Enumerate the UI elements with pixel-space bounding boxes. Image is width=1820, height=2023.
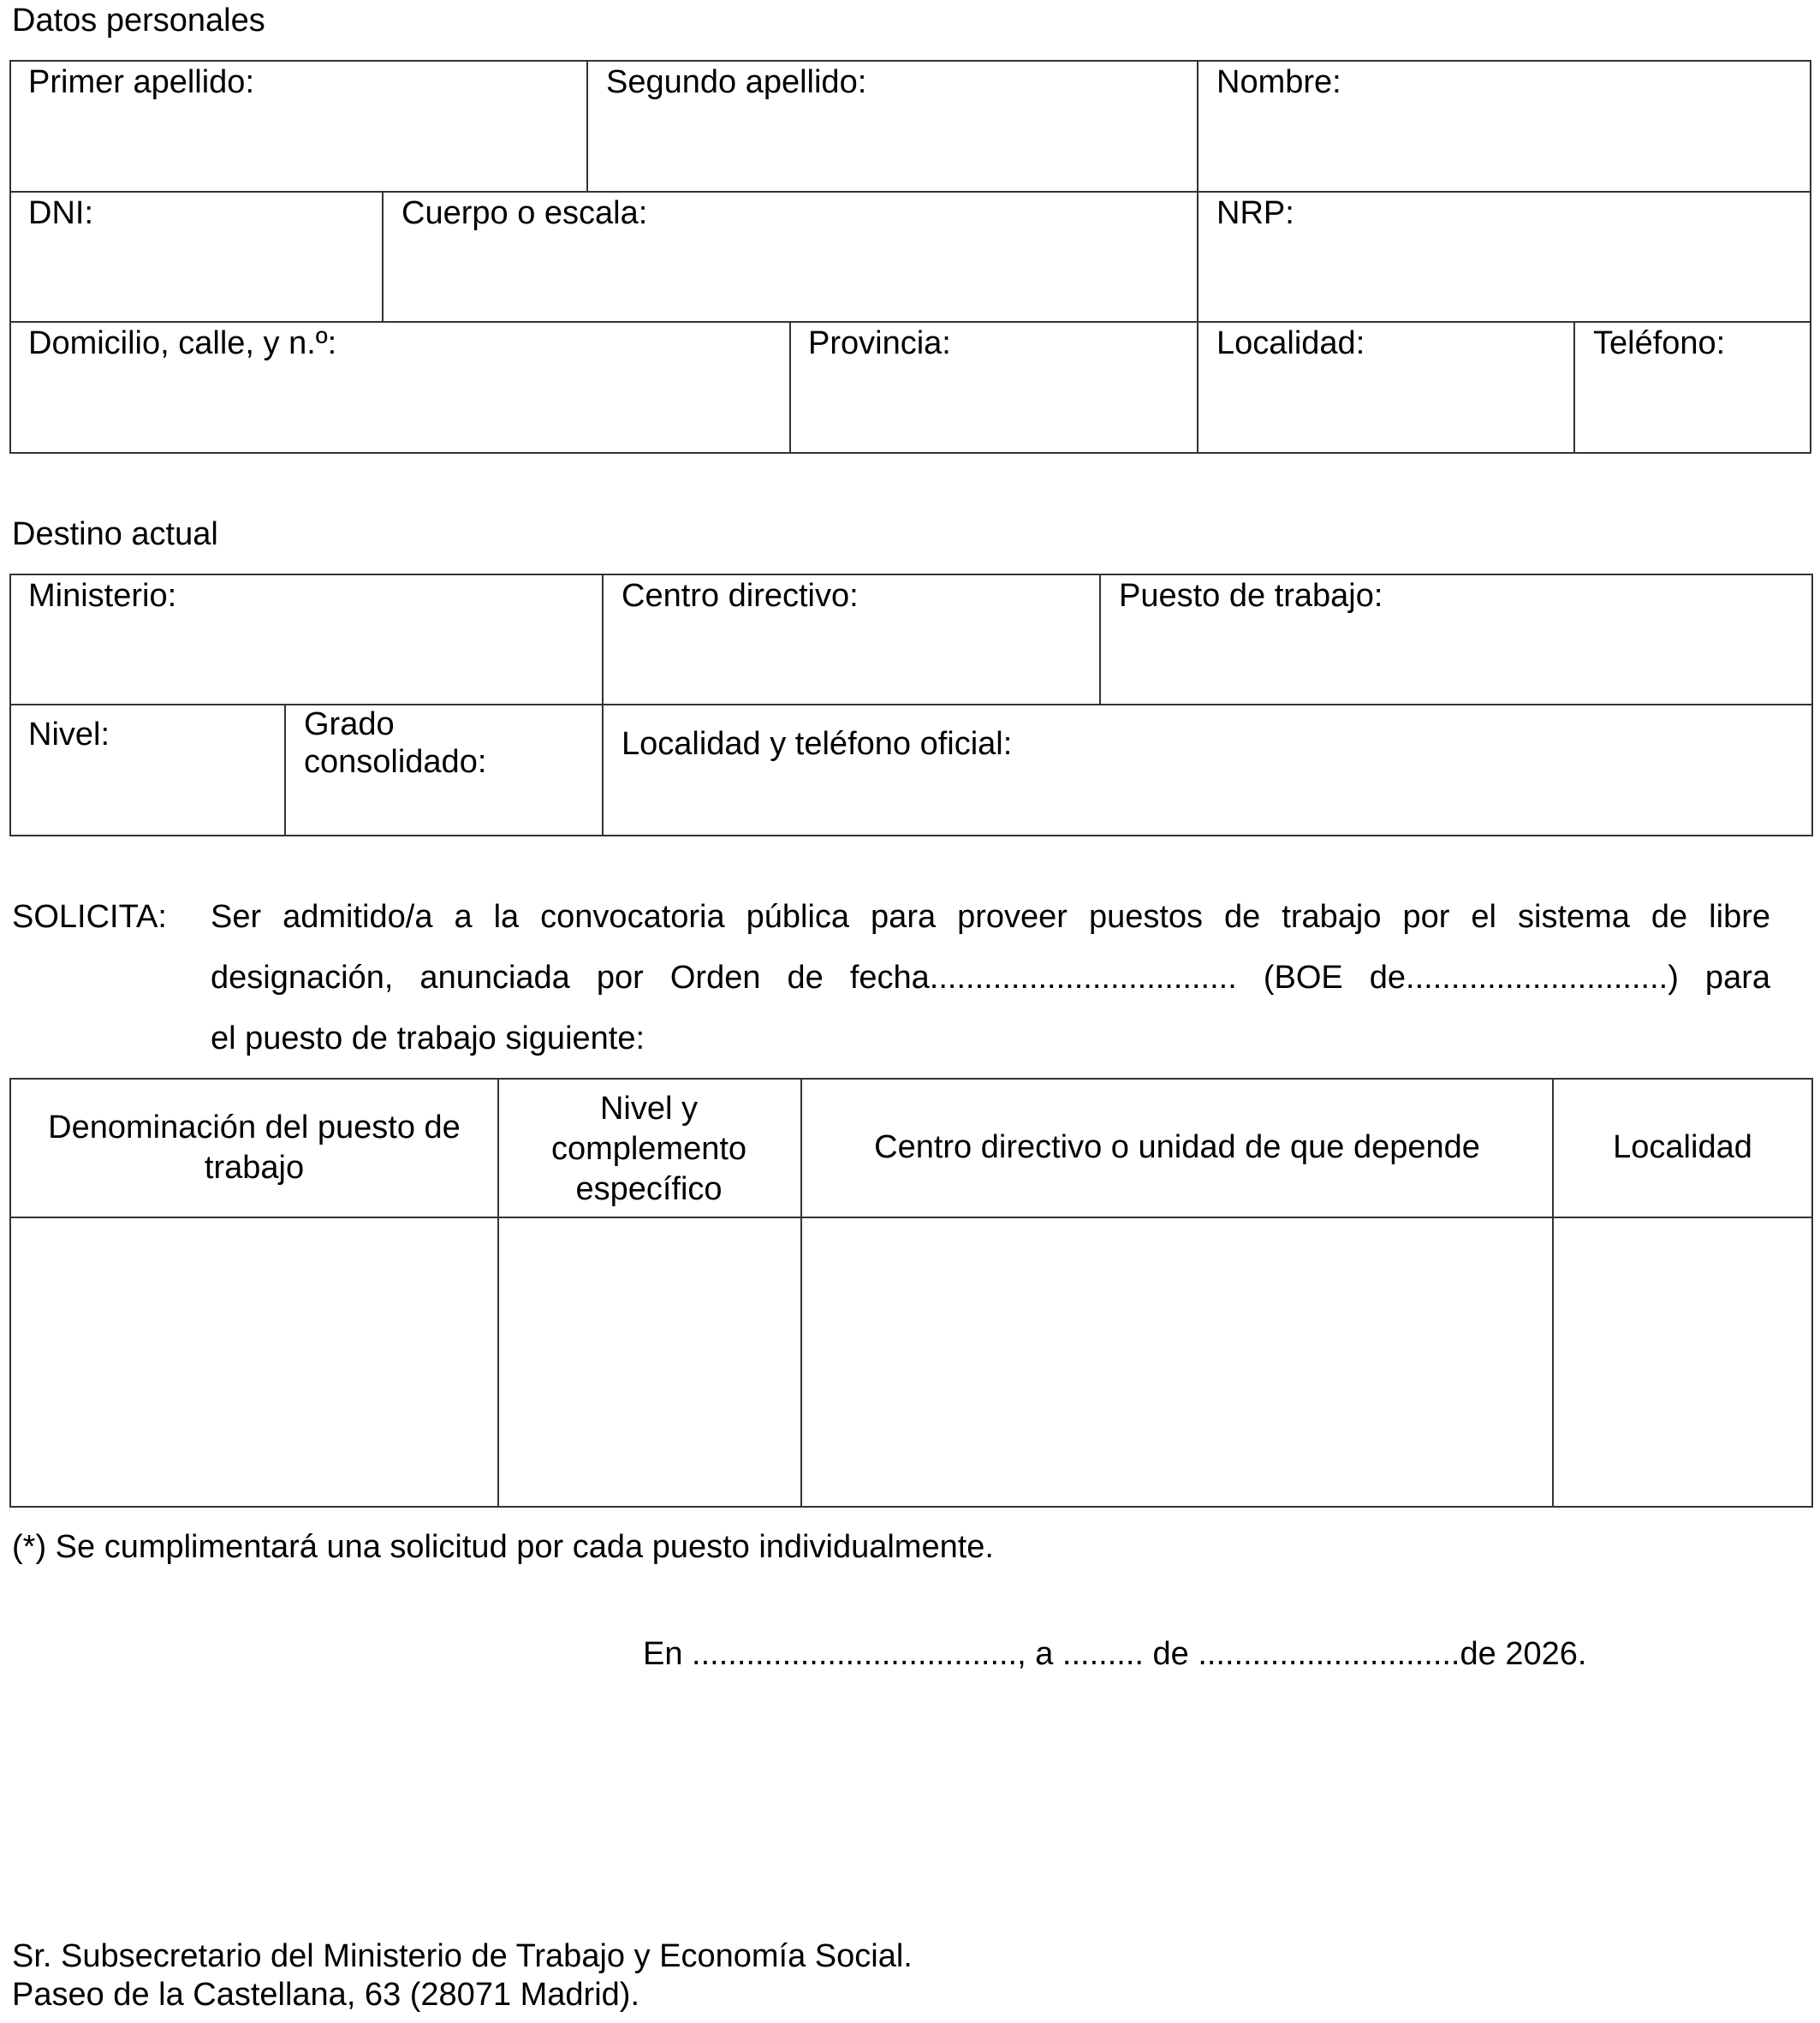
solicita-line-2: designación, anunciada por Orden de fecha.................................. (BOE de.............................) para xyxy=(211,960,1770,996)
telefono-field[interactable]: Teléfono: xyxy=(1593,325,1726,361)
grado-consolidado-field[interactable]: Grado consolidado: xyxy=(304,706,487,780)
section-title-personal: Datos personales xyxy=(12,3,265,39)
header-nivel-complemento: Nivel y complemento específico xyxy=(550,1091,747,1207)
localidad-telefono-oficial-field[interactable]: Localidad y teléfono oficial: xyxy=(622,726,1013,762)
solicita-line-1: Ser admitido/a a la convocatoria pública para proveer puestos de trabajo por el sistema de libre xyxy=(211,899,1770,935)
centro-directivo-field[interactable]: Centro directivo: xyxy=(622,578,859,614)
footnote: (*) Se cumplimentará una solicitud por cada puesto individualmente. xyxy=(12,1529,994,1565)
cell-centro-input[interactable] xyxy=(802,1218,1552,1506)
addressee-line-1: Sr. Subsecretario del Ministerio de Trabajo y Economía Social. xyxy=(12,1938,913,1974)
date-line: En ...................................., a ......... de .............................de 2026. xyxy=(643,1636,1587,1672)
addressee-line-2: Paseo de la Castellana, 63 (28071 Madrid). xyxy=(12,1977,640,2013)
nombre-field[interactable]: Nombre: xyxy=(1216,64,1341,100)
dni-field[interactable]: DNI: xyxy=(28,195,93,231)
section-title-destination: Destino actual xyxy=(12,516,218,552)
localidad-field[interactable]: Localidad: xyxy=(1216,325,1365,361)
primer-apellido-field[interactable]: Primer apellido: xyxy=(28,64,254,100)
cell-denominacion-input[interactable] xyxy=(11,1218,497,1506)
nivel-field[interactable]: Nivel: xyxy=(28,717,110,753)
provincia-field[interactable]: Provincia: xyxy=(808,325,951,361)
header-centro-directivo: Centro directivo o unidad de que depende xyxy=(874,1129,1480,1165)
puesto-trabajo-field[interactable]: Puesto de trabajo: xyxy=(1119,578,1383,614)
domicilio-field[interactable]: Domicilio, calle, y n.º: xyxy=(28,325,337,361)
cell-nivel-input[interactable] xyxy=(499,1218,800,1506)
solicita-label: SOLICITA: xyxy=(12,899,167,935)
header-localidad: Localidad xyxy=(1613,1129,1752,1165)
cuerpo-escala-field[interactable]: Cuerpo o escala: xyxy=(401,195,648,231)
segundo-apellido-field[interactable]: Segundo apellido: xyxy=(606,64,867,100)
solicita-line-3: el puesto de trabajo siguiente: xyxy=(211,1020,645,1056)
nrp-field[interactable]: NRP: xyxy=(1216,195,1294,231)
header-denominacion: Denominación del puesto de trabajo xyxy=(48,1110,461,1186)
cell-localidad-input[interactable] xyxy=(1554,1218,1811,1506)
ministerio-field[interactable]: Ministerio: xyxy=(28,578,177,614)
